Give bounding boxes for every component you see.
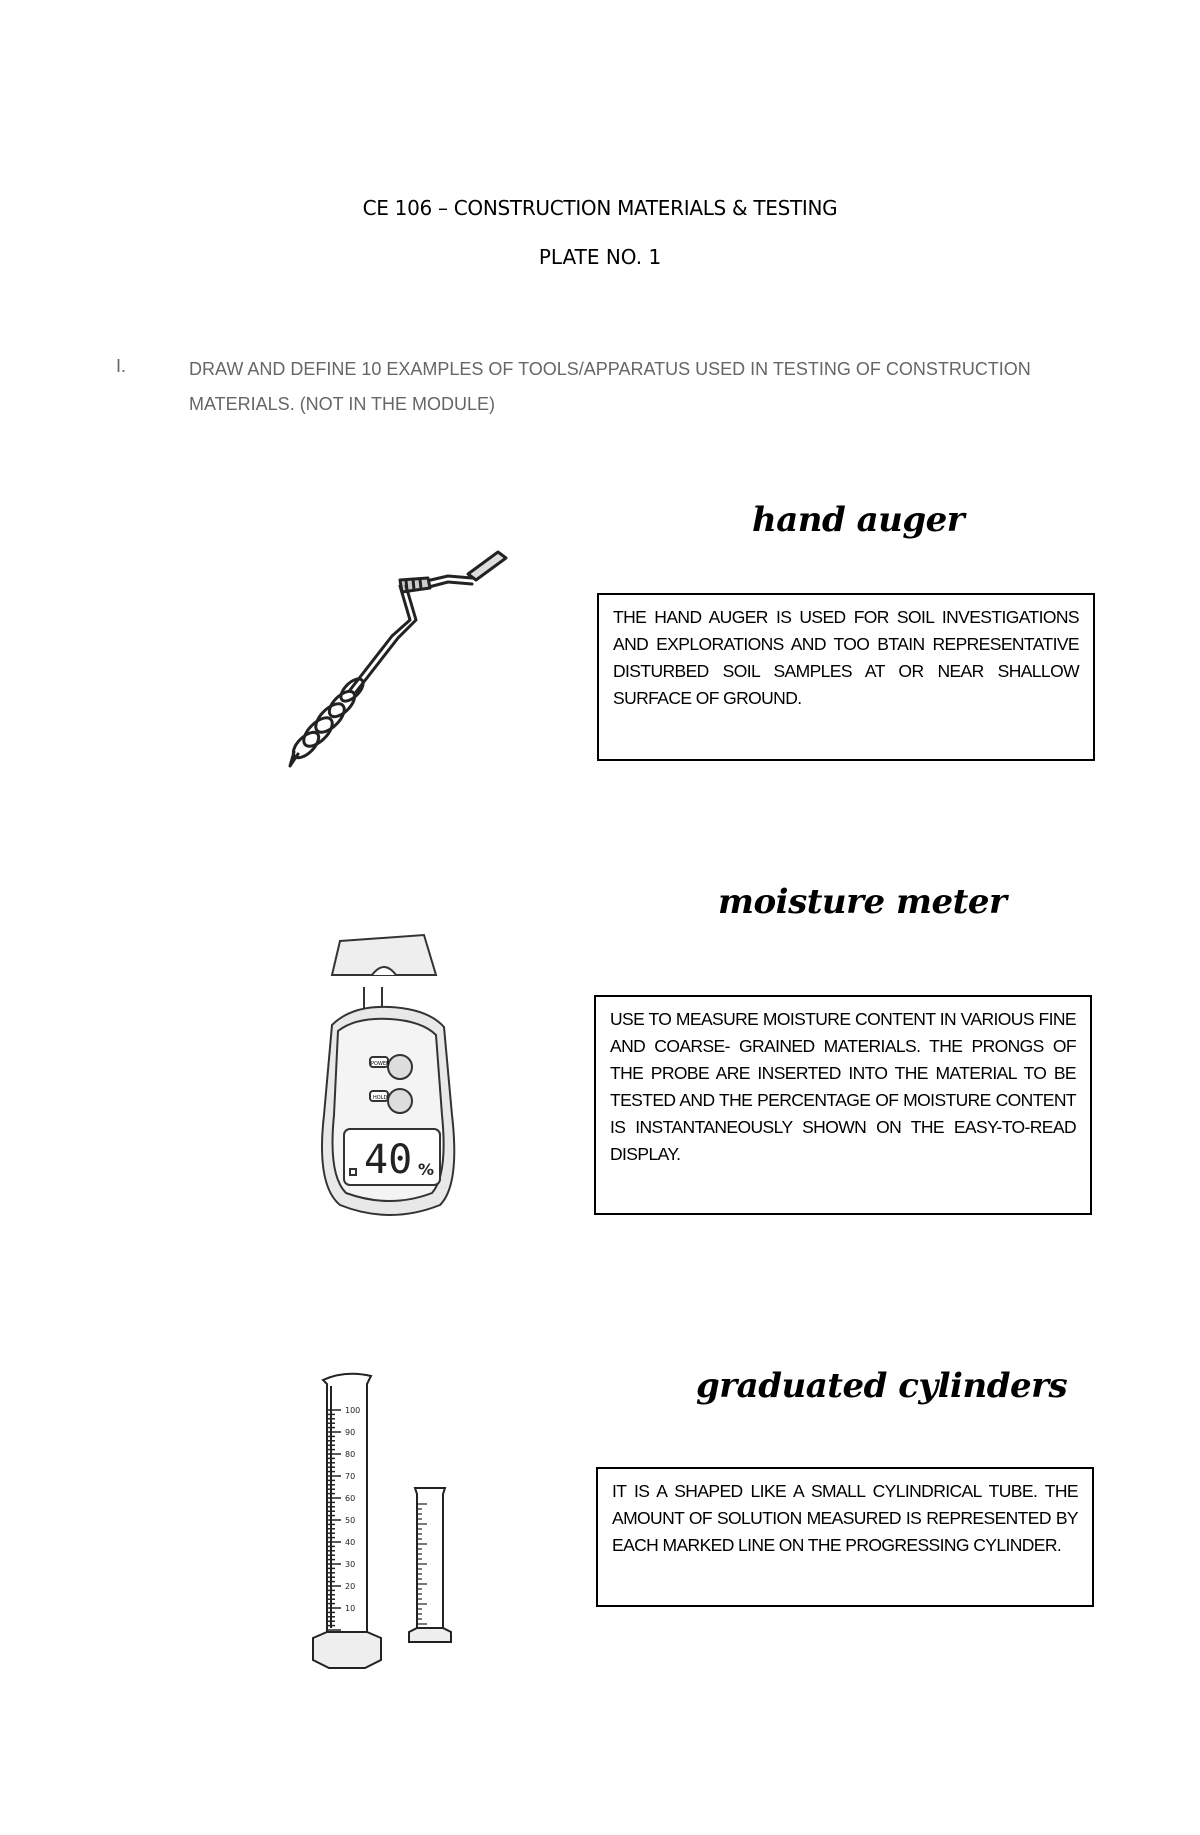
question-number: I. <box>116 356 127 376</box>
cylinder-scale-label: 60 <box>345 1494 356 1503</box>
graduated-cylinders-definition: IT IS A SHAPED LIKE A SMALL CYLINDRICAL TUBE. THE AMOUNT OF SOLUTION MEASURED IS REPRESENTED BY EACH MARKED LINE ON THE PROGRESSING CYLINDER. <box>596 1467 1094 1607</box>
plate-number: PLATE NO. 1 <box>538 245 662 269</box>
display-reading: 40 <box>364 1137 413 1183</box>
hand-auger-illustration <box>280 540 520 775</box>
hold-button-label: HOLD <box>373 1095 388 1101</box>
graduated-cylinders-title: graduated cylinders <box>696 1366 1068 1406</box>
hand-auger-definition: THE HAND AUGER IS USED FOR SOIL INVESTIGATIONS AND EXPLORATIONS AND TOO BTAIN REPRESENTATIVE DISTURBED SOIL SAMPLES AT OR NEAR SHALLOW SURFACE OF GROUND. <box>597 593 1095 761</box>
moisture-meter-illustration <box>312 935 462 1230</box>
cylinder-scale-label: 20 <box>345 1582 356 1591</box>
cylinder-scale-label: 100 <box>345 1406 361 1415</box>
cylinder-scale-label: 70 <box>345 1472 356 1481</box>
graduated-cylinders-illustration <box>305 1370 475 1675</box>
power-button-label: POWER <box>371 1061 390 1067</box>
moisture-meter-definition: USE TO MEASURE MOISTURE CONTENT IN VARIOUS FINE AND COARSE- GRAINED MATERIALS. THE PRONGS OF THE PROBE ARE INSERTED INTO THE MATERIAL TO BE TESTED AND THE PERCENTAGE OF MOISTURE CONTENT IS INSTANTANEOUSLY SHOWN ON THE EASY-TO-READ DISPLAY. <box>594 995 1092 1215</box>
cylinder-scale-label: 80 <box>345 1450 356 1459</box>
cylinder-scale-label: 40 <box>345 1538 356 1547</box>
page-title: CE 106 – CONSTRUCTION MATERIALS & TESTING <box>362 196 838 220</box>
display-unit: % <box>418 1160 435 1179</box>
cylinder-scale-label: 30 <box>345 1560 356 1569</box>
question-text: DRAW AND DEFINE 10 EXAMPLES OF TOOLS/APPARATUS USED IN TESTING OF CONSTRUCTION MATERIALS. (NOT IN THE MODULE) <box>189 359 1031 414</box>
hand-auger-title: hand auger <box>752 500 965 540</box>
cylinder-scale-label: 10 <box>345 1604 356 1613</box>
moisture-meter-title: moisture meter <box>718 882 1007 922</box>
cylinder-scale-label: 90 <box>345 1428 356 1437</box>
cylinder-scale-label: 50 <box>345 1516 356 1525</box>
